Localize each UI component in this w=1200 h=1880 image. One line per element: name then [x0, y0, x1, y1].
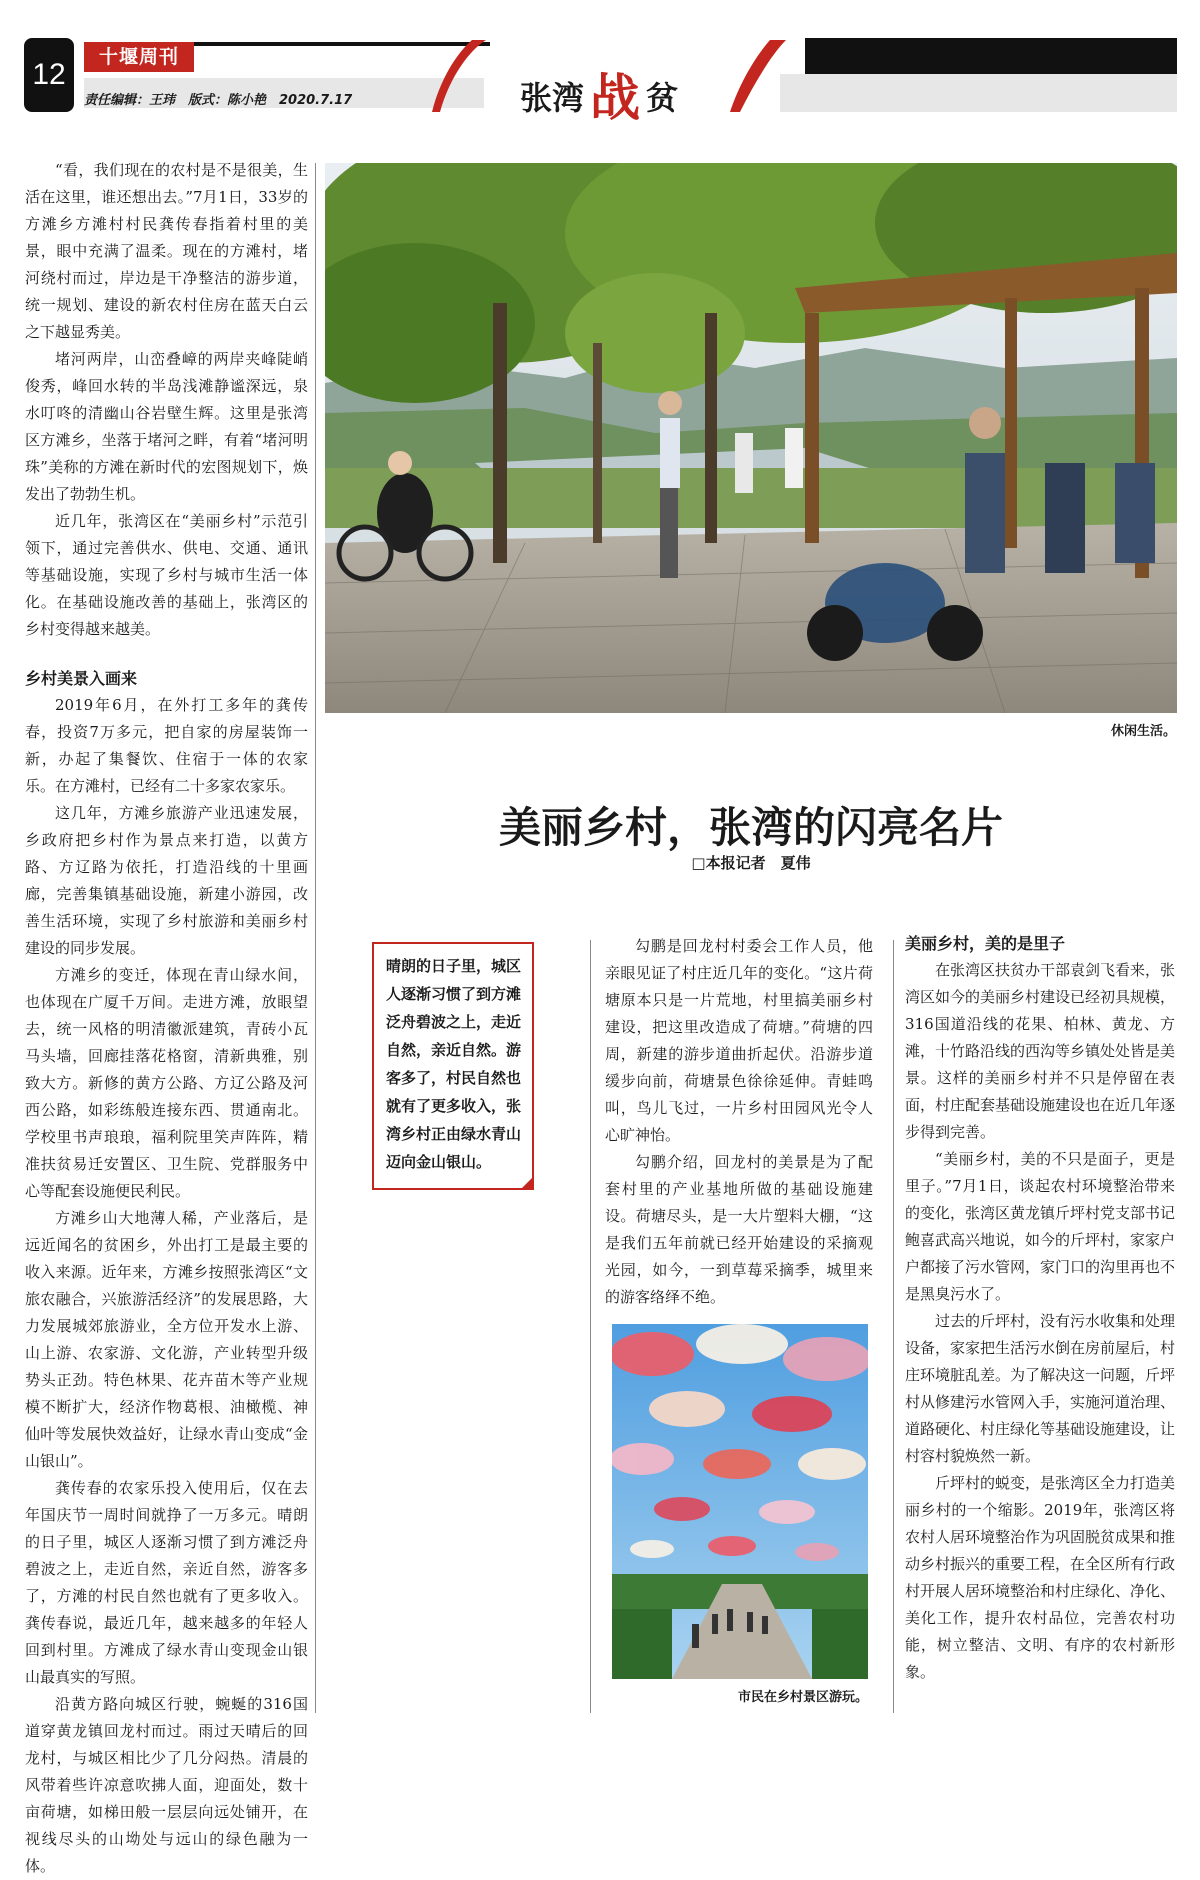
paragraph: 方滩乡的变迁，体现在青山绿水间，也体现在广厦千万间。走进方滩，放眼望去，统一风格的明清徽派建筑，青砖小瓦马头墙，回廊挂落花格窗，清新典雅，别致大方。新修的黄方公路、方辽公路及河西公路，如彩练般连接东西、贯通南北。学校里书声琅琅，福利院里笑声阵阵，精准扶贫易迁安置区、卫生院、党群服务中心等配套设施便民利民。: [25, 966, 308, 1200]
editors-line: 责任编辑：王玮 版式：陈小艳 2020.7.17: [84, 93, 353, 108]
article-byline: □本报记者 夏伟: [691, 854, 811, 872]
pull-quote-text: 晴朗的日子里，城区人逐渐习惯了到方滩泛舟碧波之上，走近自然，亲近自然。游客多了，村民自然也就有了更多收入，张湾乡村正由绿水青山迈向金山银山。: [386, 957, 522, 1171]
column-divider: [590, 940, 591, 1713]
article-column-1: [25, 157, 308, 1880]
column-divider: [893, 940, 894, 1713]
section-title-mid: 战: [590, 68, 641, 127]
subheading: 美丽乡村，美的是里子: [905, 934, 1066, 953]
paragraph: 过去的斤坪村，没有污水收集和处理设备，家家把生活污水倒在房前屋后，村庄环境脏乱差。为了解决这一问题，斤坪村从修建污水管网入手，实施河道治理、道路硬化、村庄绿化等基础设施建设，让村容村貌焕然一新。: [905, 1312, 1176, 1465]
paragraph: 勾鹏是回龙村村委会工作人员，他亲眼见证了村庄近几年的变化。“这片荷塘原本只是一片荒地，村里搞美丽乡村建设，把这里改造成了荷塘。”荷塘的四周，新建的游步道曲折起伏。沿游步道缓步向前，荷塘景色徐徐延伸。青蛙鸣叫，鸟儿飞过，一片乡村田园风光令人心旷神怡。: [605, 937, 873, 1144]
paragraph: 近几年，张湾区在“美丽乡村”示范引领下，通过完善供水、供电、交通、通讯等基础设施，实现了乡村与城市生活一体化。在基础设施改善的基础上，张湾区的乡村变得越来越美。: [25, 512, 308, 638]
header-grey-bar: [780, 74, 1177, 112]
brand-logo: 十堰周刊: [84, 42, 194, 72]
paragraph: 堵河两岸，山峦叠嶂的两岸夹峰陡峭俊秀，峰回水转的半岛浅滩静谧深远，泉水叮咚的清幽山谷岩壁生辉。这里是张湾区方滩乡，坐落于堵河之畔，有着“堵河明珠”美称的方滩在新时代的宏图规划下，焕发出了勃勃生机。: [25, 350, 308, 503]
photo-caption: 休闲生活。: [1110, 724, 1176, 739]
article-column-3: [605, 933, 873, 1311]
paragraph: 斤坪村的蜕变，是张湾区全力打造美丽乡村的一个缩影。2019年，张湾区将农村人居环境整治作为巩固脱贫成果和推动乡村振兴的重要工程，在全区所有行政村开展人居环境整治和村庄绿化、净化、美化工作，提升农村品位，完善农村功能，树立整洁、文明、有序的农村新形象。: [905, 1474, 1176, 1681]
section-title: [520, 58, 678, 130]
photo-caption: 市民在乡村景区游玩。: [737, 1690, 868, 1705]
column-divider: [315, 163, 316, 1713]
section-title-right: 贫: [646, 79, 679, 117]
page-number: 12: [24, 38, 74, 112]
paragraph: 在张湾区扶贫办干部袁剑飞看来，张湾区如今的美丽乡村建设已经初具规模，316国道沿线的花果、柏林、黄龙、方滩，十竹路沿线的西沟等乡镇处处皆是美景。这样的美丽乡村并不只是停留在表面，村庄配套基础设施建设也在近几年逐步得到完善。: [905, 961, 1176, 1141]
pull-quote: [372, 942, 534, 1190]
article-headline: 美丽乡村，张湾的闪亮名片: [498, 803, 1003, 852]
paragraph: 龚传春的农家乐投入使用后，仅在去年国庆节一周时间就挣了一万多元。晴朗的日子里，城区人逐渐习惯了到方滩泛舟碧波之上，走近自然，亲近自然，游客多了，方滩的村民自然也就有了更多收入。龚传春说，最近几年，越来越多的年轻人回到村里。方滩成了绿水青山变现金山银山最真实的写照。: [25, 1479, 308, 1686]
paragraph: 2019年6月，在外打工多年的龚传春，投资7万多元，把自家的房屋装饰一新，办起了集餐饮、住宿于一体的农家乐。在方滩村，已经有二十多家农家乐。: [25, 696, 308, 795]
paragraph: 沿黄方路向城区行驶，蜿蜒的316国道穿黄龙镇回龙村而过。雨过天晴后的回龙村，与城区相比少了几分闷热。清晨的风带着些许凉意吹拂人面，迎面处，数十亩荷塘，如梯田般一层层向远处铺开，在视线尽头的山坳处与远山的绿色融为一体。: [25, 1695, 308, 1875]
article-column-4: [905, 934, 1176, 1686]
header-black-bar: [805, 38, 1177, 74]
umbrella-scenic-photo: [612, 1324, 868, 1679]
paragraph: 方滩乡山大地薄人稀，产业落后，是远近闻名的贫困乡，外出打工是最主要的收入来源。近年来，方滩乡按照张湾区“文旅农融合，兴旅游活经济”的发展思路，大力发展城郊旅游业，全方位开发水上游、山上游、农家游、文化游，产业转型升级势头正劲。特色林果、花卉苗木等产业规模不断扩大，经济作物葛根、油橄榄、神仙叶等发展快效益好，让绿水青山变成“金山银山”。: [25, 1209, 308, 1470]
section-title-left: 张湾: [520, 79, 585, 117]
paragraph: “看，我们现在的农村是不是很美，生活在这里，谁还想出去。”7月1日，33岁的方滩乡方滩村村民龚传春指着村里的美景，眼中充满了温柔。现在的方滩村，堵河绕村而过，岸边是干净整洁的游步道，统一规划、建设的新农村住房在蓝天白云之下越显秀美。: [25, 161, 308, 341]
paragraph: “美丽乡村，美的不只是面子，更是里子。”7月1日，谈起农村环境整治带来的变化，张湾区黄龙镇斤坪村党支部书记鲍喜武高兴地说，如今的斤坪村，家家户户都接了污水管网，家门口的沟里再也不是黑臭污水了。: [905, 1150, 1176, 1303]
paragraph: 这几年，方滩乡旅游产业迅速发展，乡政府把乡村作为景点来打造，以黄方路、方辽路为依托，打造沿线的十里画廊，完善集镇基础设施，新建小游园，改善生活环境，实现了乡村旅游和美丽乡村建设的同步发展。: [25, 804, 308, 957]
pull-quote-corner: [520, 1176, 534, 1190]
paragraph: 勾鹏介绍，回龙村的美景是为了配套村里的产业基地所做的基础设施建设。荷塘尽头，是一大片塑料大棚，“这是我们五年前就已经开始建设的采摘观光园，如今，一到草莓采摘季，城里来的游客络绎不绝。: [605, 1153, 873, 1306]
leisure-life-photo: [325, 163, 1177, 713]
subheading: 乡村美景入画来: [25, 669, 138, 688]
